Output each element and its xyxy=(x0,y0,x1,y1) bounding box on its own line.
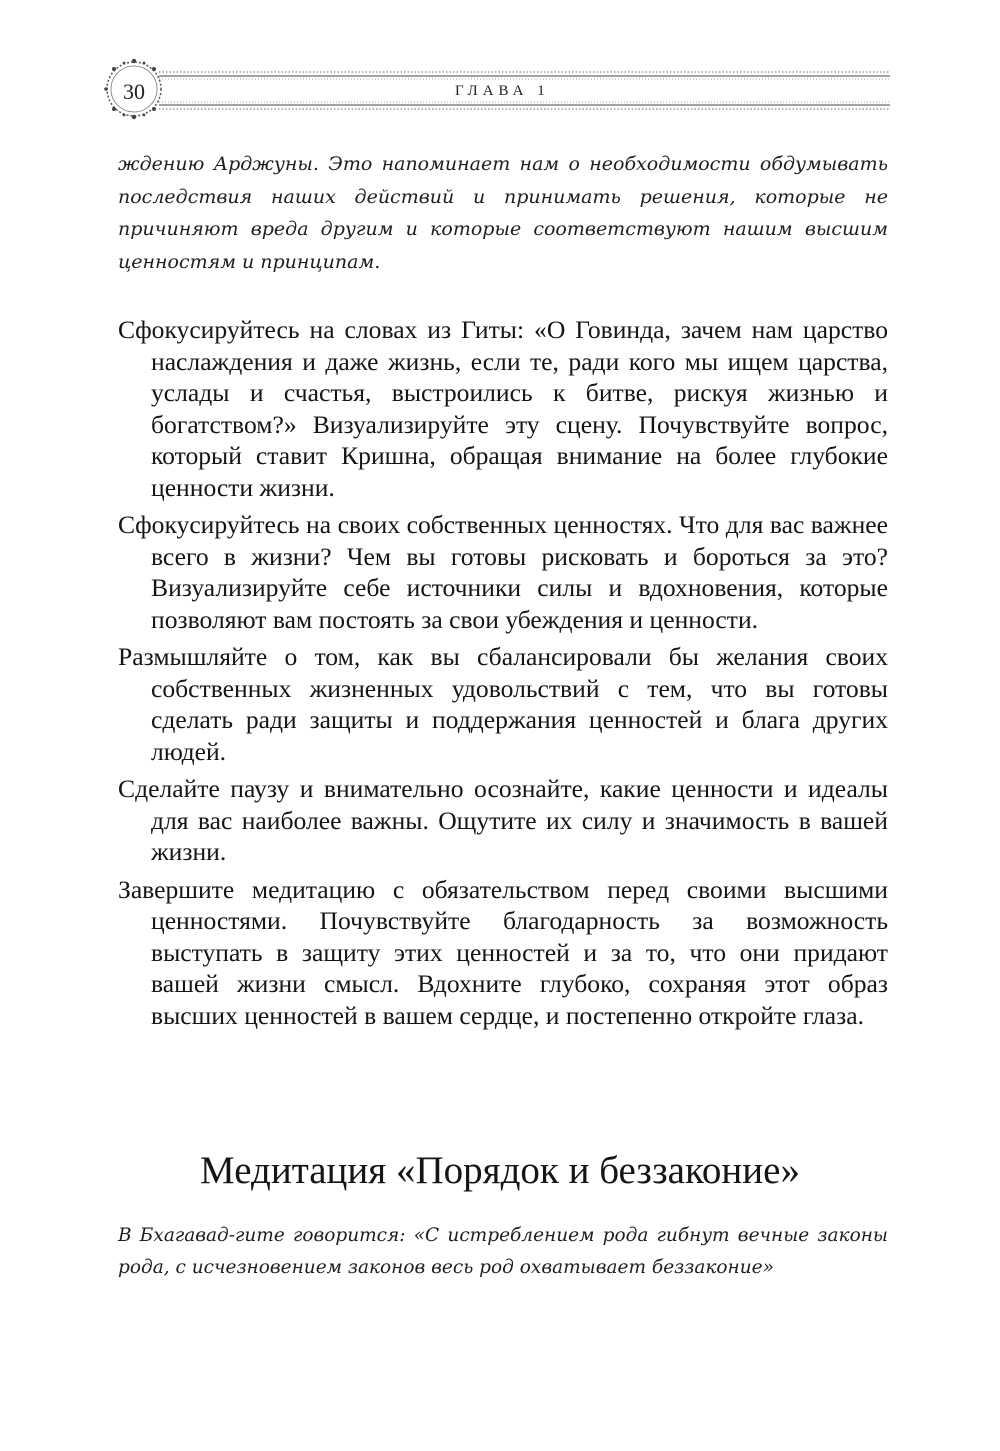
step-paragraph: Размышляйте о том, как вы сбалансировали бы желания своих собственных жизненных удовольствий с тем, что вы готовы сделать ради защиты и поддержания ценностей и блага других людей. xyxy=(118,642,888,766)
step-paragraph: Сфокусируйтесь на своих собственных ценностях. Что для вас важнее всего в жизни? Чем вы готовы рисковать и бороться за это? Визуализируйте себе источники силы и вдохновения, которые позволяют вам постоять за свои убеждения и ценности. xyxy=(118,510,888,634)
chapter-label: ГЛАВА 1 xyxy=(455,83,550,99)
step-paragraph: Завершите медитацию с обязательством перед своими высшими ценностями. Почувствуйте благодарность за возможность выступать в защиту этих ценностей и за то, что они придают вашей жизни смысл. Вдохните глубоко, сохраняя этот образ высших ценностей в вашем сердце, и постепенно откройте глаза. xyxy=(118,874,888,1030)
section-title: Медитация «Порядок и беззаконие» xyxy=(200,1149,800,1192)
page-header xyxy=(95,50,895,130)
step-paragraph: Сделайте паузу и внимательно осознайте, какие ценности и идеалы для вас наиболее важны. Ощутите их силу и значимость в вашей жизни. xyxy=(118,774,888,866)
meditation-steps xyxy=(118,314,888,1037)
page-number: 30 xyxy=(123,79,145,104)
step-paragraph: Сфокусируйтесь на словах из Гиты: «О Говинда, зачем нам царство наслаждения и даже жизнь, если те, ради кого мы ищем царства, услады и счастья, выстроились к битве, рискуя жизнью и богатством?» Визуализируйте эту сцену. Почувствуйте вопрос, который ставит Кришна, обращая внимание на более глубокие ценности жизни. xyxy=(118,315,888,502)
section-intro-paragraph: В Бхагавад-гите говорится: «С истреблением рода гибнут вечные законы рода, с исчезновением законов весь род охватывает беззаконие» xyxy=(118,1225,888,1278)
intro-paragraph: ждению Арджуны. Это напоминает нам о необходимости обдумывать последствия наших действий и принимать решения, которые не причиняют вреда другим и которые соответствуют нашим высшим ценностям и принципам. xyxy=(118,153,888,273)
